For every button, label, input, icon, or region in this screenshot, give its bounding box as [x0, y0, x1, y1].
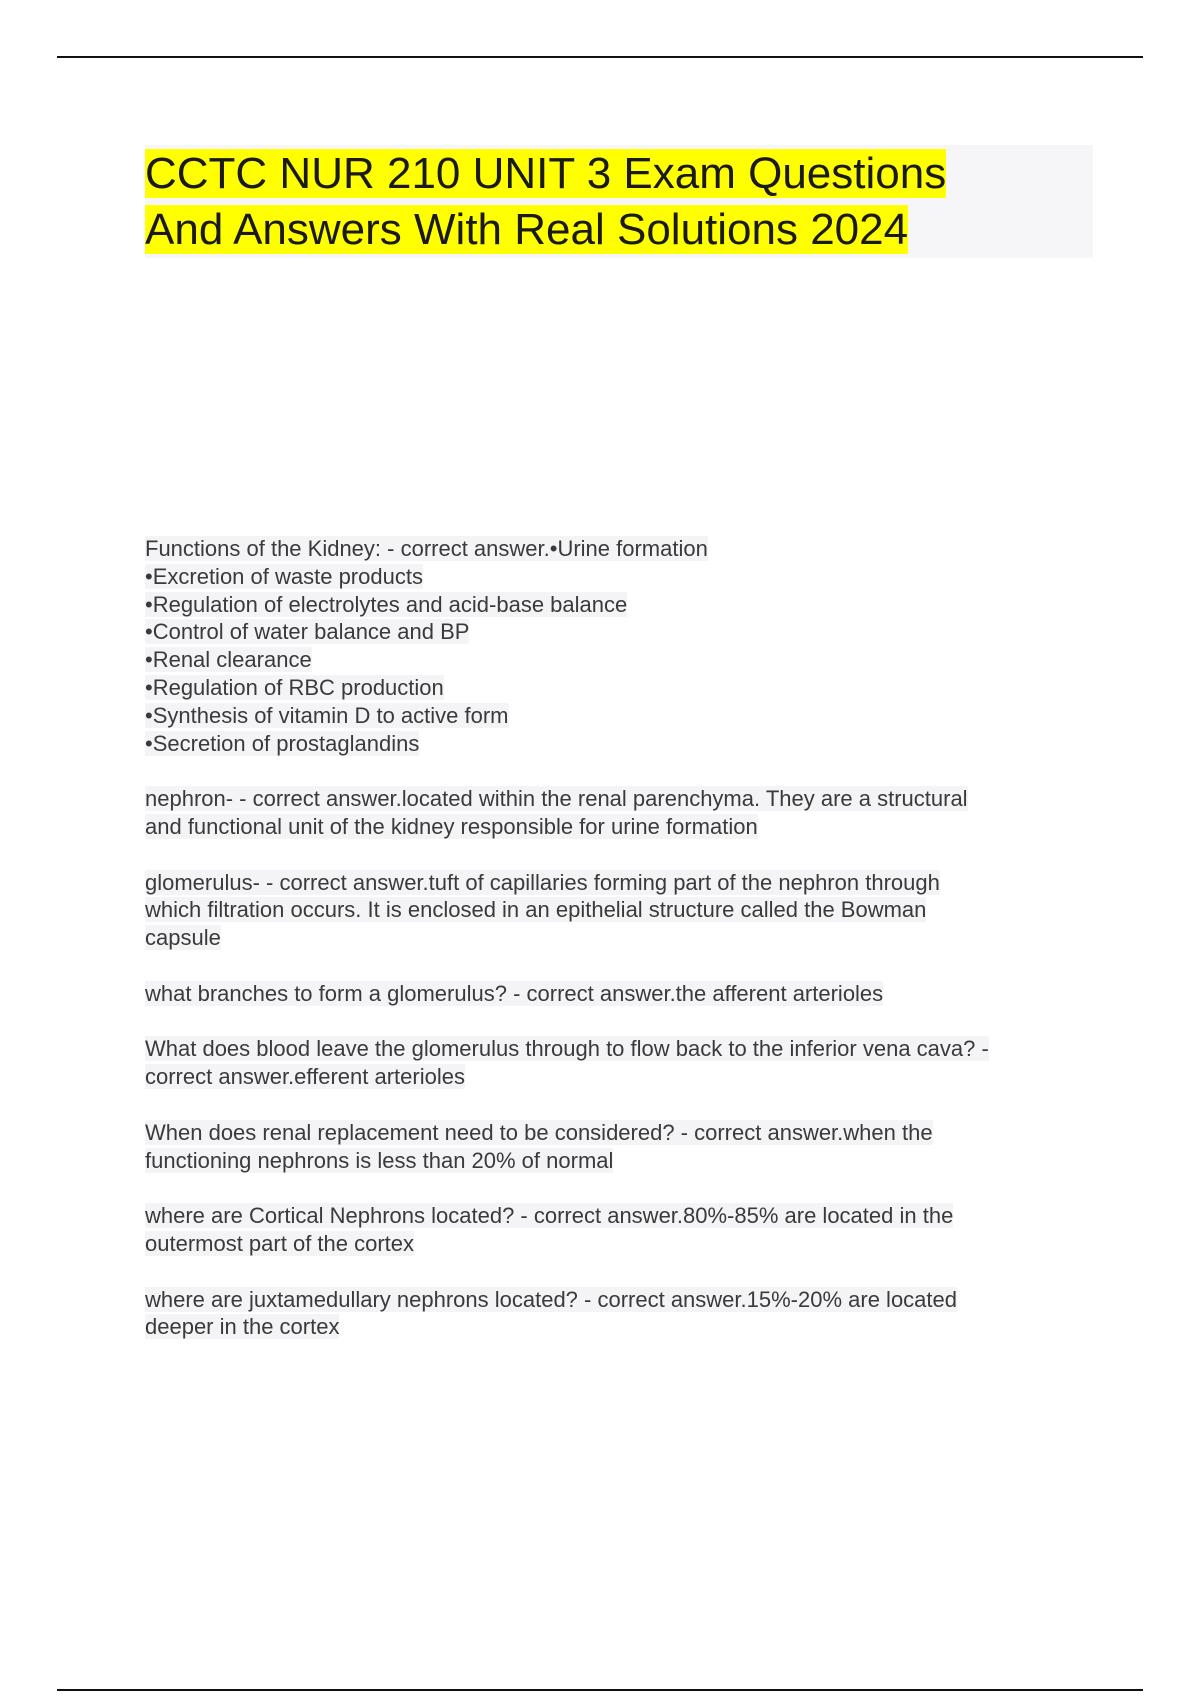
qa-list	[145, 535, 1095, 1369]
text-line: What does blood leave the glomerulus through to flow back to the inferior vena cava? -	[145, 1036, 989, 1062]
qa-item	[145, 535, 1095, 757]
text-line: and functional unit of the kidney responsible for urine formation	[145, 813, 758, 839]
qa-item	[145, 1202, 1095, 1258]
text-line: deeper in the cortex	[145, 1314, 340, 1340]
title-line: CCTC NUR 210 UNIT 3 Exam Questions	[145, 149, 947, 198]
text-line: Functions of the Kidney: - correct answer.•Urine formation	[145, 536, 708, 561]
text-line: which filtration occurs. It is enclosed in an epithelial structure called the Bowman	[145, 897, 927, 923]
qa-item	[145, 980, 1095, 1008]
text-line: •Renal clearance	[145, 647, 312, 673]
qa-item	[145, 785, 1095, 841]
page-title	[145, 146, 946, 258]
text-line: where are juxtamedullary nephrons located? - correct answer.15%-20% are located	[145, 1286, 957, 1312]
footer-rule	[57, 1689, 1143, 1691]
text-line: •Excretion of waste products	[145, 563, 423, 589]
qa-item	[145, 1035, 1095, 1091]
text-line: what branches to form a glomerulus? - correct answer.the afferent arterioles	[145, 980, 884, 1006]
text-line: functioning nephrons is less than 20% of normal	[145, 1147, 614, 1173]
title-line: And Answers With Real Solutions 2024	[145, 205, 909, 254]
qa-item	[145, 1286, 1095, 1342]
text-line: outermost part of the cortex	[145, 1230, 415, 1256]
text-line: •Regulation of RBC production	[145, 674, 444, 700]
text-line: glomerulus- - correct answer.tuft of capillaries forming part of the nephron through	[145, 869, 940, 895]
header-rule	[57, 56, 1143, 58]
text-line: •Secretion of prostaglandins	[145, 730, 420, 756]
text-line: correct answer.efferent arterioles	[145, 1064, 465, 1090]
text-line: •Regulation of electrolytes and acid-base balance	[145, 591, 628, 617]
qa-item	[145, 1119, 1095, 1175]
text-line: •Control of water balance and BP	[145, 619, 470, 645]
text-line: capsule	[145, 925, 221, 951]
qa-item	[145, 869, 1095, 952]
text-line: •Synthesis of vitamin D to active form	[145, 702, 509, 728]
text-line: where are Cortical Nephrons located? - correct answer.80%-85% are located in the	[145, 1203, 954, 1229]
text-line: nephron- - correct answer.located within the renal parenchyma. They are a structural	[145, 786, 968, 812]
text-line: When does renal replacement need to be considered? - correct answer.when the	[145, 1119, 933, 1145]
